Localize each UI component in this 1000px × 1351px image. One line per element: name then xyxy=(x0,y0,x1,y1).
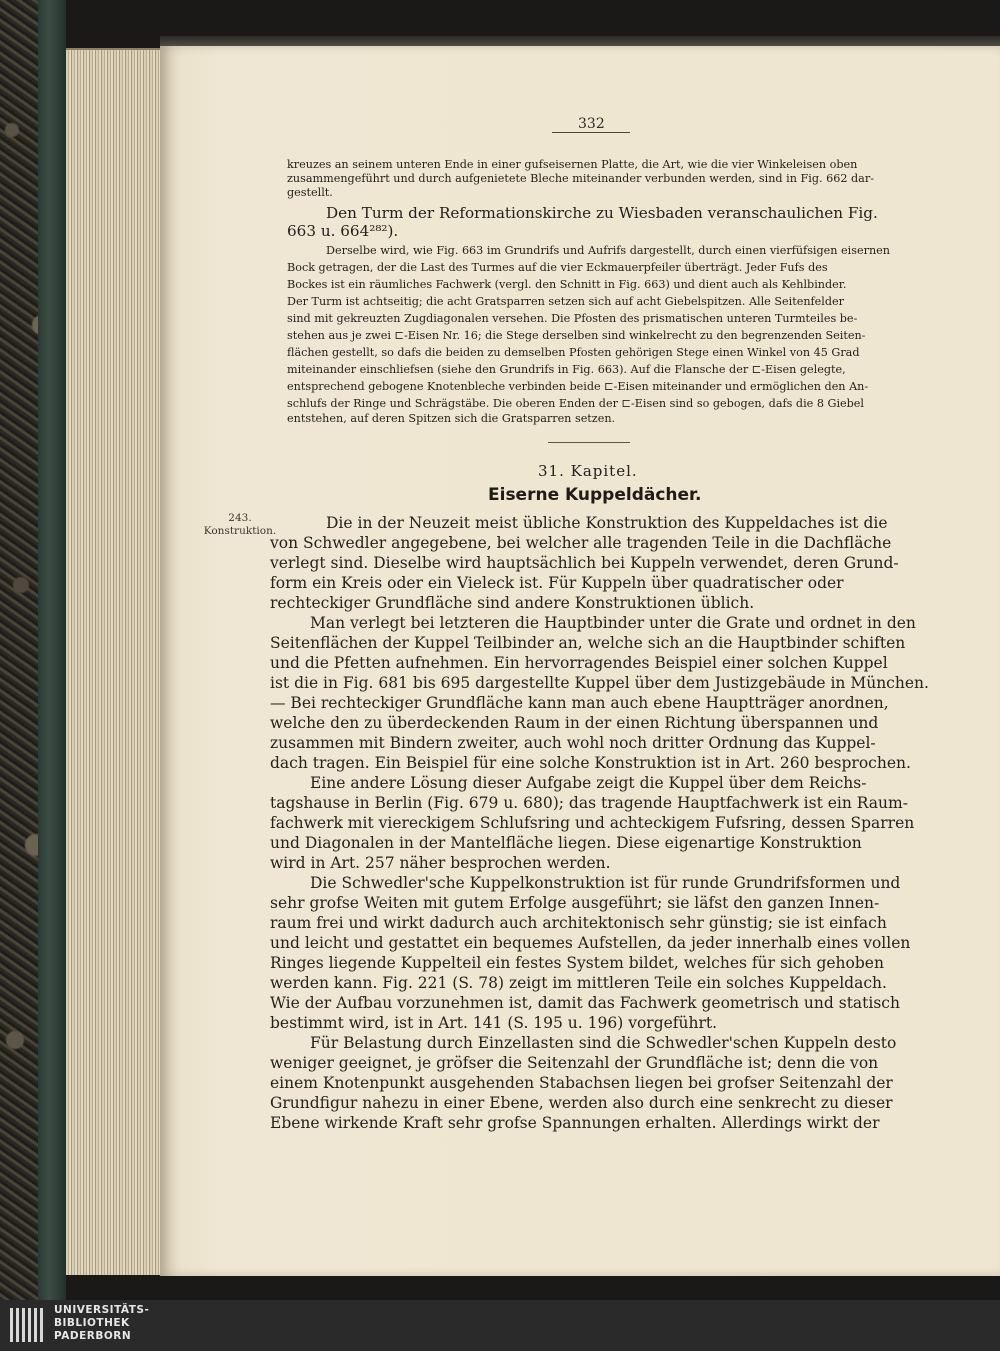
library-name-line: UNIVERSITÄTS- xyxy=(54,1304,150,1316)
body-line: Ringes liegende Kuppelteil ein festes System bildet, welches für sich gehoben xyxy=(270,954,884,972)
body-line: bestimmt wird, ist in Art. 141 (S. 195 u. 196) vorgeführt. xyxy=(270,1014,718,1032)
small-text-line: Der Turm ist achtseitig; die acht Gratsparren setzen sich auf acht Giebelspitzen. Alle Seitenfelder xyxy=(287,295,845,308)
body-line: von Schwedler angegebene, bei welcher alle tragenden Teile in die Dachfläche xyxy=(270,534,892,552)
body-line: Die Schwedler'sche Kuppelkonstruktion ist für runde Grundrifsformen und xyxy=(310,874,901,892)
top-line: zusammengeführt und durch aufgenietete Bleche miteinander verbunden werden, sind in Fig. 662 dar- xyxy=(287,172,874,185)
body-paragraph-line: 663 u. 664²⁸²). xyxy=(287,222,399,240)
library-footer xyxy=(0,1300,1000,1351)
body-line: Grundfigur nahezu in einer Ebene, werden also durch eine senkrecht zu dieser xyxy=(270,1094,893,1112)
small-text-line: Derselbe wird, wie Fig. 663 im Grundrifs und Aufrifs dargestellt, durch einen vierfüfsigen eisernen xyxy=(326,244,890,257)
library-name-line: BIBLIOTHEK xyxy=(54,1317,130,1329)
chapter-label: 31. Kapitel. xyxy=(538,462,638,480)
book-spine xyxy=(38,0,66,1300)
library-logo-bars-icon xyxy=(10,1308,46,1342)
body-line: ist die in Fig. 681 bis 695 dargestellte Kuppel über dem Justizgebäude in München. xyxy=(270,674,929,692)
body-line: rechteckiger Grundfläche sind andere Konstruktionen üblich. xyxy=(270,594,755,612)
body-line: zusammen mit Bindern zweiter, auch wohl noch dritter Ordnung das Kuppel- xyxy=(270,734,876,752)
small-text-line: stehen aus je zwei ⊏-Eisen Nr. 16; die Stege derselben sind winkelrecht zu den begrenzenden Seiten- xyxy=(287,329,866,342)
small-text-line: entstehen, auf deren Spitzen sich die Gratsparren setzen. xyxy=(287,412,616,425)
top-line: kreuzes an seinem unteren Ende in einer gufseisernen Platte, die Art, wie die vier Winkeleisen oben xyxy=(287,158,858,171)
body-paragraph-line: Den Turm der Reformationskirche zu Wiesbaden veranschaulichen Fig. xyxy=(326,204,878,222)
body-line: form ein Kreis oder ein Vieleck ist. Für Kuppeln über quadratischer oder xyxy=(270,574,844,592)
page-number-rule xyxy=(552,132,630,133)
body-line: dach tragen. Ein Beispiel für eine solche Konstruktion ist in Art. 260 besprochen. xyxy=(270,754,911,772)
body-line: Wie der Aufbau vorzunehmen ist, damit das Fachwerk geometrisch und statisch xyxy=(270,994,900,1012)
body-line: Für Belastung durch Einzellasten sind die Schwedler'schen Kuppeln desto xyxy=(310,1034,897,1052)
margin-article-number: 243. xyxy=(228,512,252,524)
body-line: einem Knotenpunkt ausgehenden Stabachsen liegen bei grofser Seitenzahl der xyxy=(270,1074,893,1092)
body-line: sehr grofse Weiten mit gutem Erfolge ausgeführt; sie läfst den ganzen Innen- xyxy=(270,894,880,912)
body-line: werden kann. Fig. 221 (S. 78) zeigt im mittleren Teile ein solches Kuppeldach. xyxy=(270,974,887,992)
margin-article-label: Konstruktion. xyxy=(203,525,277,537)
body-line: und Diagonalen in der Mantelfläche liegen. Diese eigenartige Konstruktion xyxy=(270,834,862,852)
body-line: Ebene wirkende Kraft sehr grofse Spannungen erhalten. Allerdings wirkt der xyxy=(270,1114,880,1132)
body-line: raum frei und wirkt dadurch auch architektonisch sehr günstig; sie ist einfach xyxy=(270,914,887,932)
chapter-title: Eiserne Kuppeldächer. xyxy=(488,485,702,505)
small-text-line: Bock getragen, der die Last des Turmes auf die vier Eckmauerpfeiler überträgt. Jeder Fufs des xyxy=(287,261,828,274)
small-text-line: schlufs der Ringe und Schrägstäbe. Die oberen Enden der ⊏-Eisen sind so gebogen, dafs die 8 Giebel xyxy=(287,397,865,410)
library-name-line: PADERBORN xyxy=(54,1330,132,1342)
body-line: Eine andere Lösung dieser Aufgabe zeigt die Kuppel über dem Reichs- xyxy=(310,774,867,792)
body-line: Die in der Neuzeit meist übliche Konstruktion des Kuppeldaches ist die xyxy=(326,514,888,532)
body-line: welche den zu überdeckenden Raum in der einen Richtung überspannen und xyxy=(270,714,879,732)
body-line: Man verlegt bei letzteren die Hauptbinder unter die Grate und ordnet in den xyxy=(310,614,916,632)
body-line: — Bei rechteckiger Grundfläche kann man auch ebene Hauptträger anordnen, xyxy=(270,694,889,712)
body-line: tagshause in Berlin (Fig. 679 u. 680); das tragende Hauptfachwerk ist ein Raum- xyxy=(270,794,908,812)
small-text-line: entsprechend gebogene Knotenbleche verbinden beide ⊏-Eisen miteinander und ermöglichen den An- xyxy=(287,380,869,393)
body-line: und leicht und gestattet ein bequemes Aufstellen, da jeder innerhalb eines vollen xyxy=(270,934,911,952)
section-divider xyxy=(548,442,630,443)
small-text-line: flächen gestellt, so dafs die beiden zu demselben Pfosten gehörigen Stege einen Winkel von 45 Grad xyxy=(287,346,860,359)
small-text-line: sind mit gekreuzten Zugdiagonalen versehen. Die Pfosten des prismatischen unteren Turmteiles be- xyxy=(287,312,858,325)
small-text-line: Bockes ist ein räumliches Fachwerk (vergl. den Schnitt in Fig. 663) und dient auch als Kehlbinder. xyxy=(287,278,847,291)
body-line: und die Pfetten aufnehmen. Ein hervorragendes Beispiel einer solchen Kuppel xyxy=(270,654,888,672)
page-edges xyxy=(66,48,174,1275)
body-line: fachwerk mit viereckigem Schlufsring und achteckigem Fufsring, dessen Sparren xyxy=(270,814,915,832)
top-line: gestellt. xyxy=(287,186,333,199)
body-line: wird in Art. 257 näher besprochen werden. xyxy=(270,854,611,872)
page-number: 332 xyxy=(578,116,605,132)
body-line: weniger geeignet, je gröfser die Seitenzahl der Grundfläche ist; denn die von xyxy=(270,1054,879,1072)
body-line: verlegt sind. Dieselbe wird hauptsächlich bei Kuppeln verwendet, deren Grund- xyxy=(270,554,899,572)
body-line: Seitenflächen der Kuppel Teilbinder an, welche sich an die Hauptbinder schiften xyxy=(270,634,906,652)
small-text-line: miteinander einschliefsen (siehe den Grundrifs in Fig. 663). Auf die Flansche der ⊏-Eisen gelegte, xyxy=(287,363,846,376)
